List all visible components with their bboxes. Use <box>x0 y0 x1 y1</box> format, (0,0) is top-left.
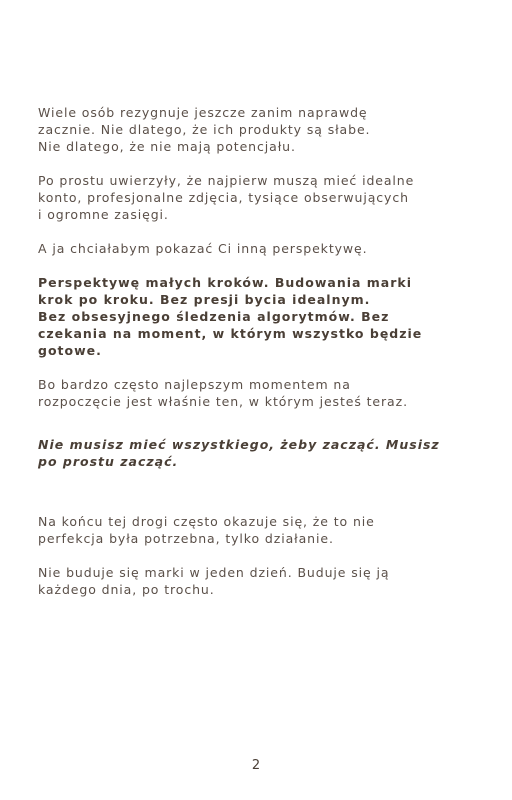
paragraph-end-of-road: Na końcu tej drogi często okazuje się, że to nie perfekcja była potrzebna, tylko działanie. <box>38 514 375 546</box>
paragraph-intro: Wiele osób rezygnuje jeszcze zanim naprawdę zacznie. Nie dlatego, że ich produkty są słabe. Nie dlatego, że nie mają potencjału. <box>38 105 371 154</box>
spacer <box>38 359 478 376</box>
paragraph-small-steps: Perspektywę małych kroków. Budowania marki krok po kroku. Bez presji bycia idealnym. Bez obsesyjnego śledzenia algorytmów. Bez czekania na moment, w którym wszystko będzie gotowe. <box>38 275 423 358</box>
paragraph-perspective: A ja chciałabym pokazać Ci inną perspektywę. <box>38 241 368 256</box>
spacer <box>38 410 478 436</box>
spacer <box>38 223 478 240</box>
paragraph-belief: Po prostu uwierzyły, że najpierw muszą mieć idealne konto, profesjonalne zdjęcia, tysiące obserwujących i ogromne zasięgi. <box>38 173 415 222</box>
spacer <box>38 155 478 172</box>
spacer <box>38 547 478 564</box>
page-number: 2 <box>251 758 261 773</box>
paragraph-best-moment: Bo bardzo często najlepszym momentem na rozpoczęcie jest właśnie ten, w którym jesteś teraz. <box>38 377 408 409</box>
spacer <box>38 470 478 496</box>
paragraph-emphasis-quote: Nie musisz mieć wszystkiego, żeby zacząć. Musisz po prostu zacząć. <box>38 437 440 469</box>
page-content <box>38 104 478 598</box>
spacer <box>38 257 478 274</box>
paragraph-brand-daily: Nie buduje się marki w jeden dzień. Buduje się ją każdego dnia, po trochu. <box>38 565 390 597</box>
spacer <box>38 496 478 513</box>
